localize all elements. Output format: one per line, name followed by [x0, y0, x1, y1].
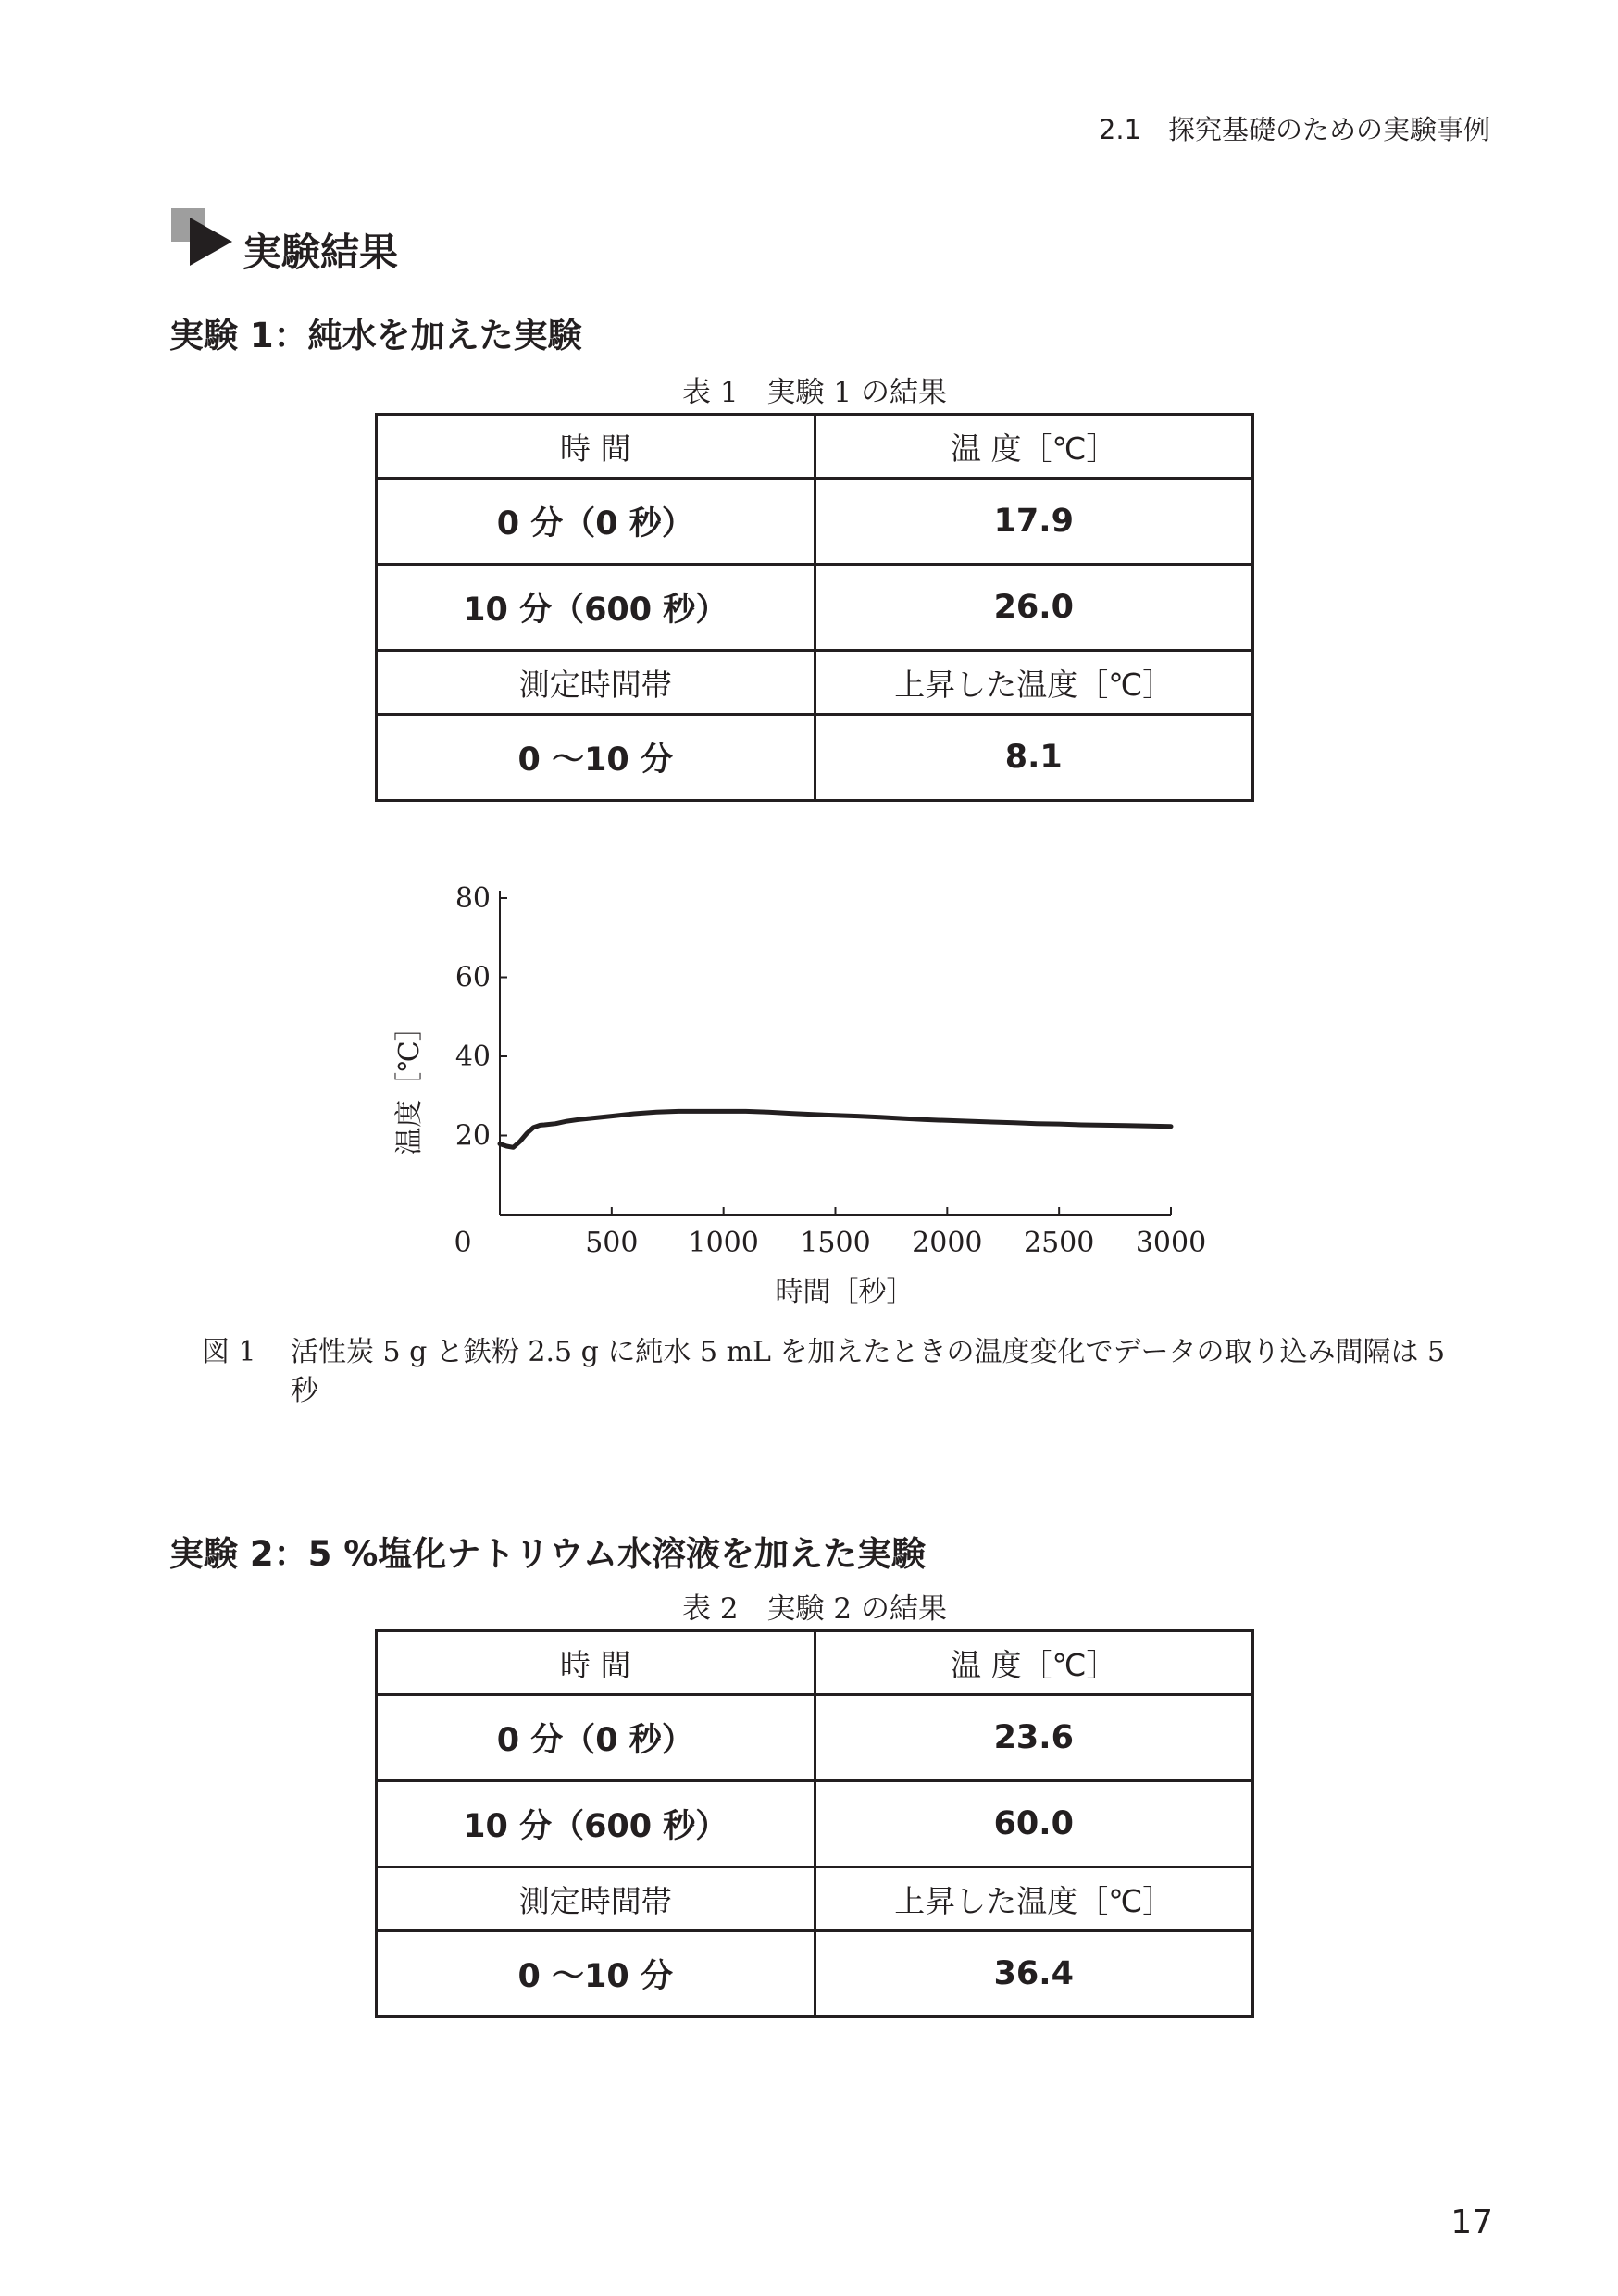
table-row	[377, 1695, 1253, 1781]
table-cell: 60.0	[815, 1781, 1253, 1867]
table-cell: 8.1	[815, 715, 1253, 801]
table-row	[377, 651, 1253, 715]
x-tick-label: 2000	[912, 1227, 983, 1259]
y-tick-label: 40	[454, 1041, 491, 1073]
table-cell: 0 分（0 秒）	[377, 1695, 815, 1781]
table-cell: 0 〜10 分	[377, 1931, 815, 2017]
series-line	[500, 1111, 1171, 1147]
x-tick-label: 2500	[1023, 1227, 1095, 1259]
temperature-chart	[389, 870, 1222, 1315]
table-cell: 0 分（0 秒）	[377, 479, 815, 565]
figure-label: 図 1	[202, 1336, 256, 1368]
table-1	[375, 413, 1254, 802]
table-row	[377, 1931, 1253, 2017]
table-cell: 時 間	[377, 415, 815, 479]
table-cell: 時 間	[377, 1631, 815, 1695]
y-axis-label: 温度［℃］	[393, 1013, 426, 1155]
table-cell: 温 度［℃］	[815, 1631, 1253, 1695]
table-1-caption: 表 1 実験 1 の結果	[681, 376, 947, 409]
table-cell: 36.4	[815, 1931, 1253, 2017]
x-axis-label: 時間［秒］	[775, 1276, 915, 1308]
table-cell: 17.9	[815, 479, 1253, 565]
x-tick-label: 0	[454, 1227, 472, 1259]
table-2-caption: 表 2 実験 2 の結果	[681, 1592, 947, 1626]
table-cell: 測定時間帯	[377, 1867, 815, 1931]
table-cell: 測定時間帯	[377, 651, 815, 715]
y-tick-label: 20	[454, 1119, 491, 1153]
table-cell: 0 〜10 分	[377, 715, 815, 801]
x-tick-label: 1500	[800, 1227, 871, 1259]
table-row	[377, 1867, 1253, 1931]
table-row	[377, 415, 1253, 479]
figure-caption	[202, 1333, 1461, 1411]
table-cell: 上昇した温度［℃］	[815, 1867, 1253, 1931]
running-head: 2.1 探究基礎のための実験事例	[1098, 114, 1490, 145]
y-tick-label: 60	[454, 961, 491, 994]
table-2	[375, 1629, 1254, 2018]
figure-caption-text: 活性炭 5 g と鉄粉 2.5 g に純水 5 mL を加えたときの温度変化でデータの取り込み間隔は 5 秒	[291, 1336, 1446, 1407]
section-title: 実験結果	[243, 230, 399, 275]
table-cell: 10 分（600 秒）	[377, 1781, 815, 1867]
table-row	[377, 479, 1253, 565]
table-cell: 23.6	[815, 1695, 1253, 1781]
x-tick-label: 3000	[1135, 1227, 1207, 1259]
y-tick-label: 80	[454, 882, 491, 915]
table-row	[377, 1781, 1253, 1867]
table-cell: 温 度［℃］	[815, 415, 1253, 479]
x-tick-label: 500	[585, 1227, 639, 1259]
section-marker-icon	[171, 208, 236, 273]
page-number: 17	[1450, 2203, 1493, 2241]
table-row	[377, 565, 1253, 651]
table-cell: 26.0	[815, 565, 1253, 651]
table-row	[377, 715, 1253, 801]
x-tick-label: 1000	[688, 1227, 759, 1259]
table-cell: 上昇した温度［℃］	[815, 651, 1253, 715]
experiment-2-heading: 実験 2：5 %塩化ナトリウム水溶液を加えた実験	[169, 1534, 926, 1574]
table-row	[377, 1631, 1253, 1695]
table-cell: 10 分（600 秒）	[377, 565, 815, 651]
experiment-1-heading: 実験 1：純水を加えた実験	[169, 316, 582, 356]
chart-svg	[389, 870, 1222, 1315]
